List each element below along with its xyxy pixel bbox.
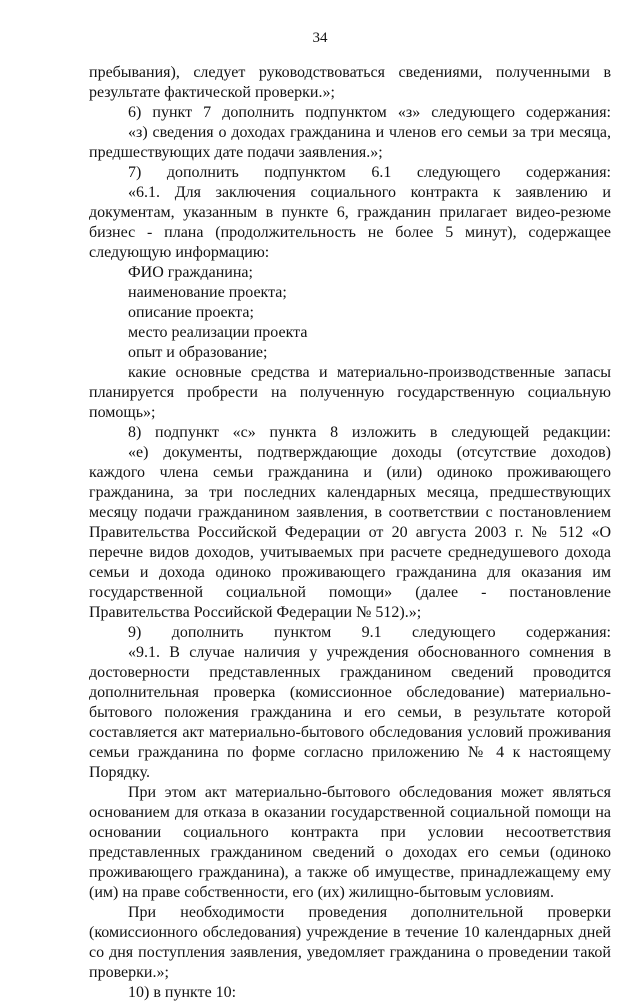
list-item: опыт и образование; xyxy=(128,344,268,361)
paragraph-item-10: 10) в пункте 10: xyxy=(128,984,237,1001)
paragraph-item-6: 6) пункт 7 дополнить подпунктом «з» следующего содержания: xyxy=(128,104,611,121)
list-item: место реализации проекта xyxy=(128,324,308,341)
paragraph-item-8: 8) подпункт «с» пункта 8 изложить в следующей редакции: xyxy=(128,424,611,441)
paragraph-item-7: 7) дополнить подпунктом 6.1 следующего содержания: xyxy=(128,164,611,181)
paragraph-quote-z: «з) сведения о доходах гражданина и членов его семьи за три месяца, предшествующих дате подачи заявления.»; xyxy=(89,124,611,161)
paragraph-continuation: пребывания), следует руководствоваться сведениями, полученными в результате фактической проверки.»; xyxy=(89,64,611,101)
paragraph-quote-6-1: «6.1. Для заключения социального контракта к заявлению и документам, указанным в пункте 6, гражданин прилагает видео-резюме бизнес - плана (продолжительность не более 5 минут), содержащее следующую информацию: xyxy=(89,184,611,261)
list-item: описание проекта; xyxy=(128,304,254,321)
paragraph-additional-check: При необходимости проведения дополнительной проверки (комиссионного обследования) учреждение в течение 10 календарных дней со дня поступления заявления, уведомляет гражданина о проведении такой проверки.»; xyxy=(89,904,611,981)
paragraph-item-9: 9) дополнить пунктом 9.1 следующего содержания: xyxy=(128,624,611,641)
list-item: ФИО гражданина; xyxy=(128,264,253,281)
paragraph-quote-e: «е) документы, подтверждающие доходы (отсутствие доходов) каждого члена семьи гражданина и (или) одиноко проживающего гражданина, за три последних календарных месяца, предшествующих месяцу подачи гражданином заявления, в соответствии с постановлением Правительства Российской Федерации от 20 августа 2003 г. № 512 «О перечне видов доходов, учитываемых при расчете среднедушевого дохода семьи и дохода одиноко проживающего гражданина для оказания им государственной социальной помощи» (далее - постановление Правительства Российской Федерации № 512).»; xyxy=(89,444,611,621)
list-item: наименование проекта; xyxy=(128,284,287,301)
page-number: 34 xyxy=(312,30,328,46)
paragraph-quote-9-1: «9.1. В случае наличия у учреждения обоснованного сомнения в достоверности представленных гражданином сведений проводится дополнительная проверка (комиссионное обследование) материально-бытового положения гражданина и его семьи, в результате которой составляется акт материально-бытового обследования условий проживания семьи гражданина по форме согласно приложению № 4 к настоящему Порядку. xyxy=(89,644,611,781)
paragraph-act-basis: При этом акт материально-бытового обследования может являться основанием для отказа в оказании государственной социальной помощи на основании социального контракта при условии несоответствия представленных гражданином сведений о доходах его семьи (одиноко проживающего гражданина), а также об имуществе, принадлежащему ему (им) на праве собственности, его (их) жилищно-бытовым условиям. xyxy=(89,784,611,901)
document-body xyxy=(89,63,611,1003)
paragraph-assets: какие основные средства и материально-производственные запасы планируется пробрести на полученную государственную социальную помощь»; xyxy=(89,364,611,421)
